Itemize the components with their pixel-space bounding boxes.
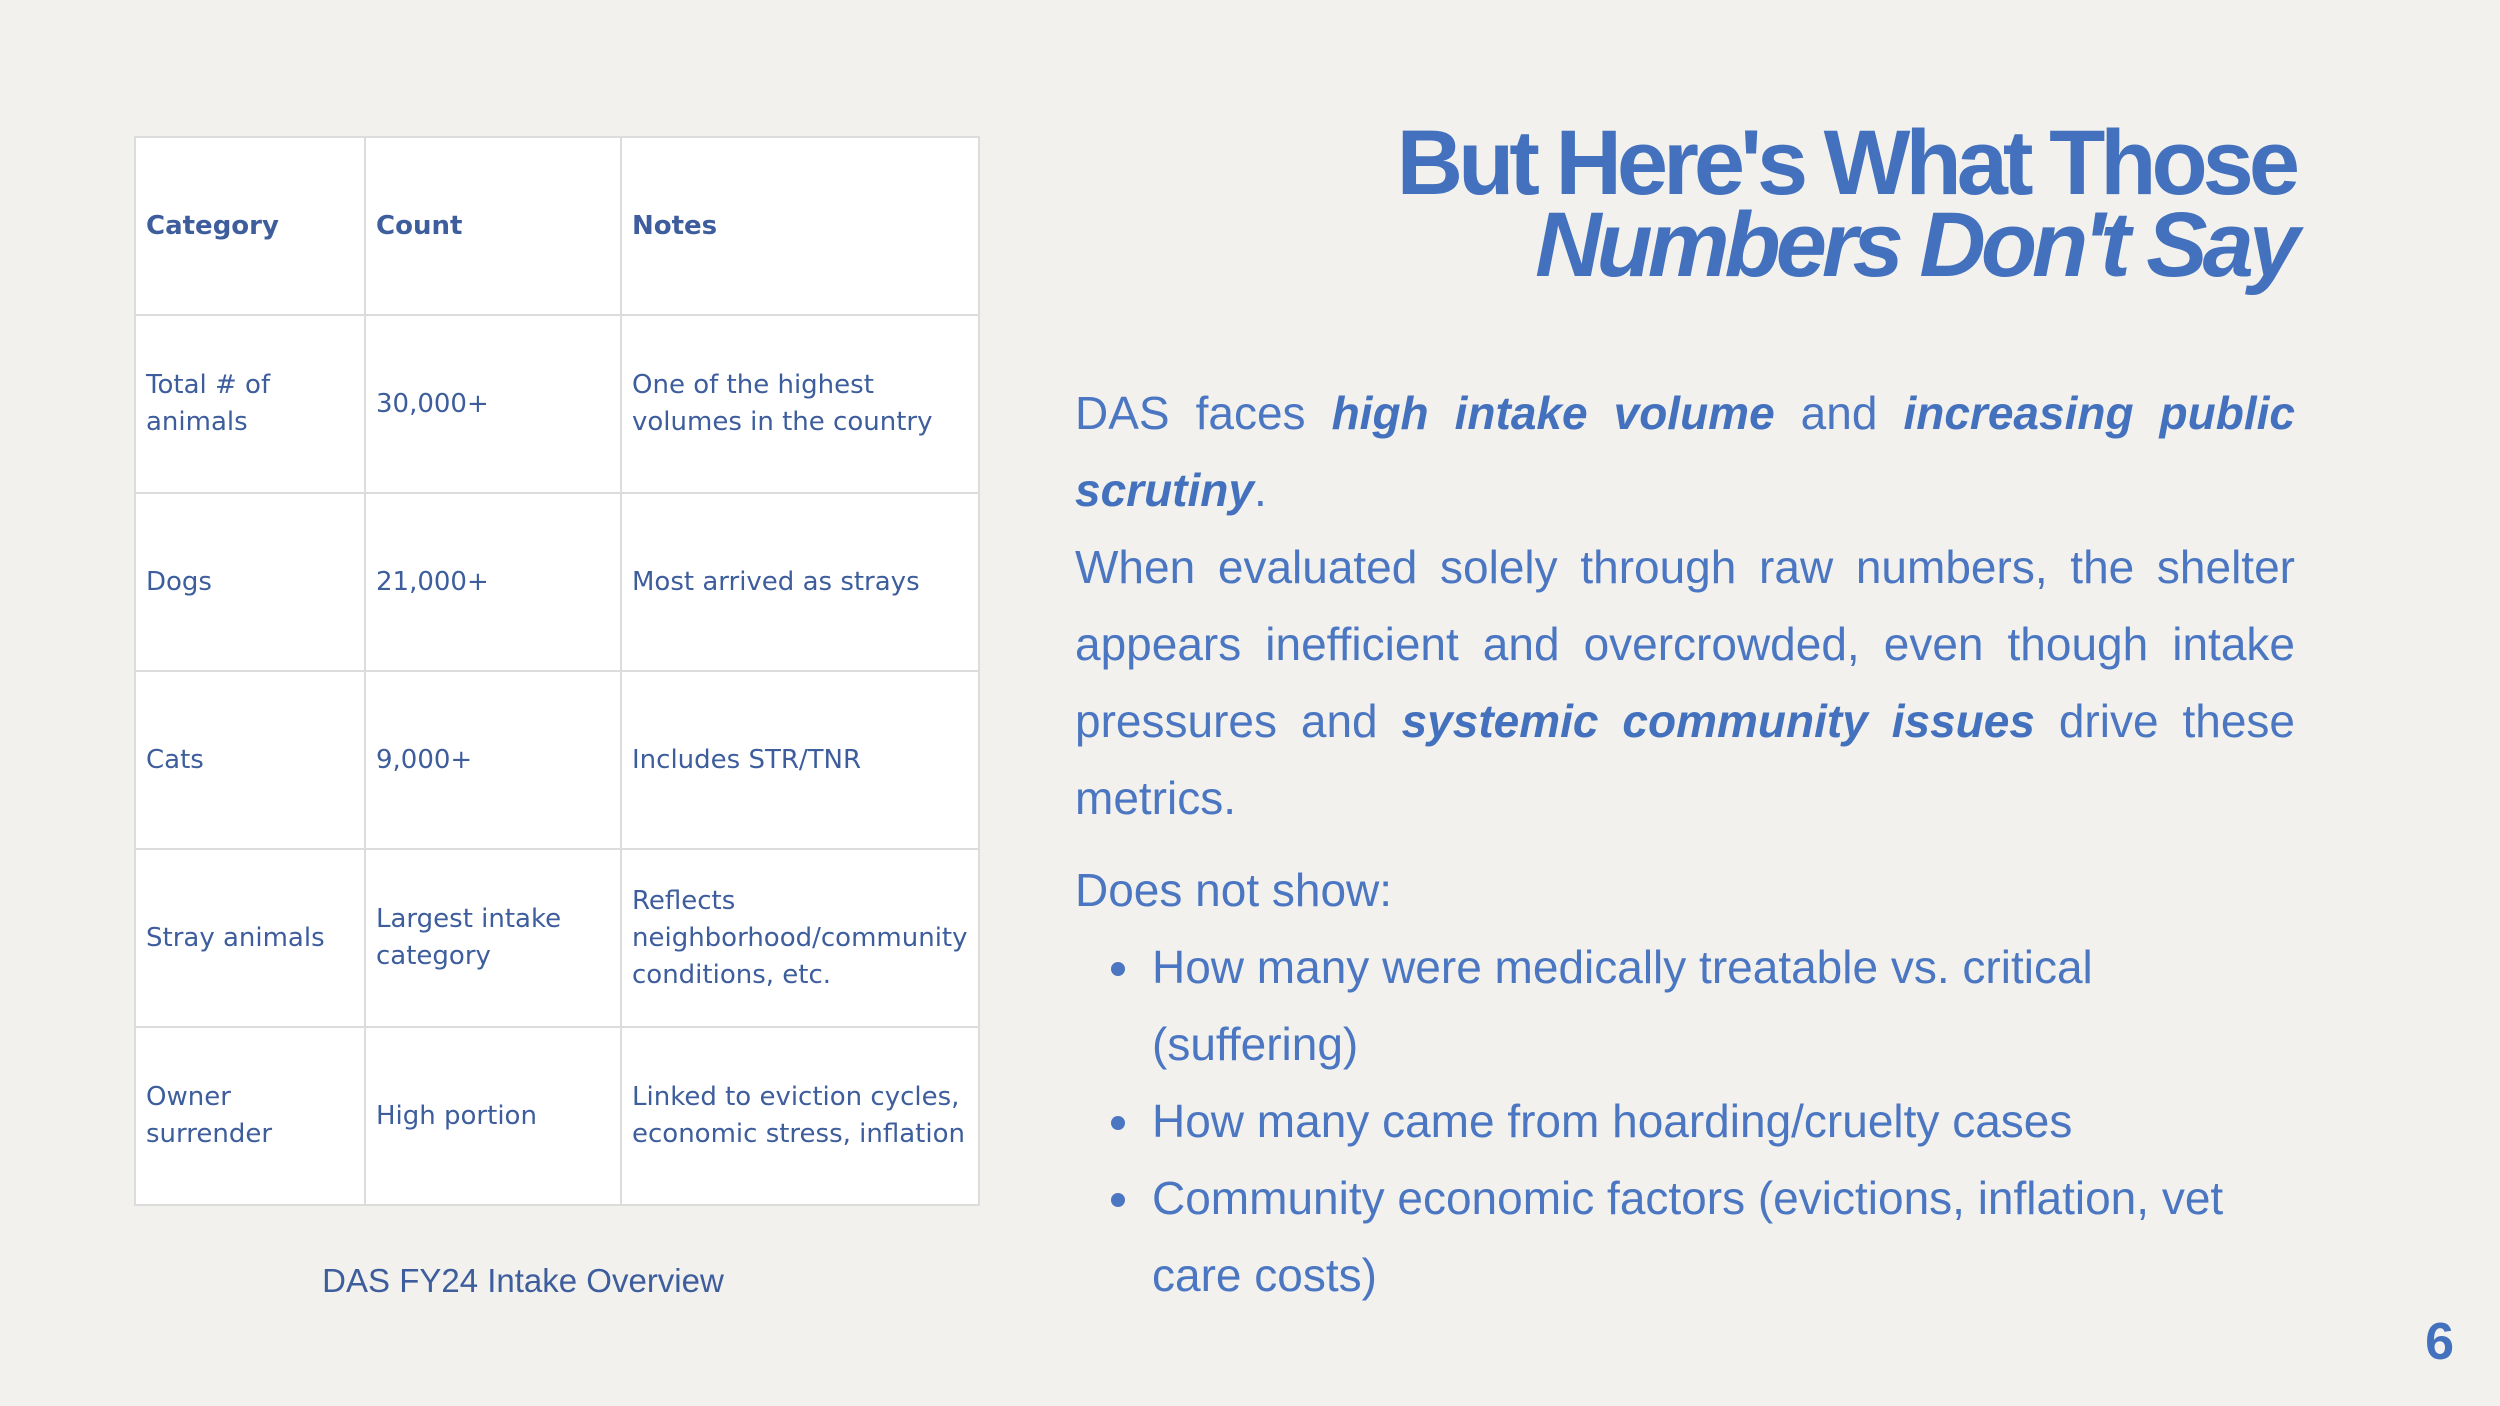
cell-category: Owner surrender [135,1027,365,1205]
text-segment: When evaluated solely through raw numbers, the shelter appears inefficient and overcrowded, even though intake pressures and [1075,541,2295,747]
cell-category: Total # of animals [135,315,365,493]
text-segment: drive these metrics. [1075,695,2296,824]
text-segment: and [1774,387,1904,439]
cell-notes: Most arrived as strays [621,493,979,671]
list-item [1152,929,2295,1083]
bullet-list [1075,929,2295,1314]
bullet-icon [1111,1116,1125,1130]
slide-body [1075,375,2295,1314]
slide-title [1396,112,2295,296]
table-row [135,849,979,1027]
table-row [135,315,979,493]
cell-category: Dogs [135,493,365,671]
cell-category: Cats [135,671,365,849]
cell-category: Stray animals [135,849,365,1027]
cell-count: High portion [365,1027,621,1205]
list-item-text: Community economic factors (evictions, inflation, vet care costs) [1152,1172,2224,1301]
cell-notes: One of the highest volumes in the country [621,315,979,493]
cell-count: 30,000+ [365,315,621,493]
list-item-text: How many were medically treatable vs. critical (suffering) [1152,941,2093,1070]
paragraph-intake [1075,375,2295,529]
bullet-icon [1111,1193,1125,1207]
paragraph-evaluation [1075,529,2295,837]
emphasis-systemic-community-issues: systemic community issues [1401,695,2035,747]
table-header-row [135,137,979,315]
header-count: Count [365,137,621,315]
list-item [1152,1083,2295,1160]
cell-count: Largest intake category [365,849,621,1027]
emphasis-high-intake-volume: high intake volume [1331,387,1775,439]
list-item [1152,1160,2295,1314]
table-row [135,493,979,671]
text-segment: . [1253,464,1267,516]
table-row [135,1027,979,1205]
page-number: 6 [2425,1313,2454,1371]
intake-table-container [134,136,980,1206]
header-category: Category [135,137,365,315]
bullet-icon [1111,962,1125,976]
table-row [135,671,979,849]
cell-notes: Includes STR/TNR [621,671,979,849]
cell-count: 21,000+ [365,493,621,671]
title-line-1: But Here's What Those [1396,112,2295,214]
subheading-does-not-show: Does not show: [1075,864,1393,916]
emphasis-increasing-public-scrutiny: increasing public scrutiny [1075,387,2295,516]
cell-count: 9,000+ [365,671,621,849]
table-caption: DAS FY24 Intake Overview [322,1262,724,1299]
text-segment: DAS faces [1075,387,1332,439]
list-item-text: How many came from hoarding/cruelty cases [1152,1095,2073,1147]
cell-notes: Linked to eviction cycles, economic stress, inflation [621,1027,979,1205]
intake-table [134,136,980,1206]
title-line-2: Numbers Don't Say [1535,194,2295,296]
cell-notes: Reflects neighborhood/community conditions, etc. [621,849,979,1027]
header-notes: Notes [621,137,979,315]
